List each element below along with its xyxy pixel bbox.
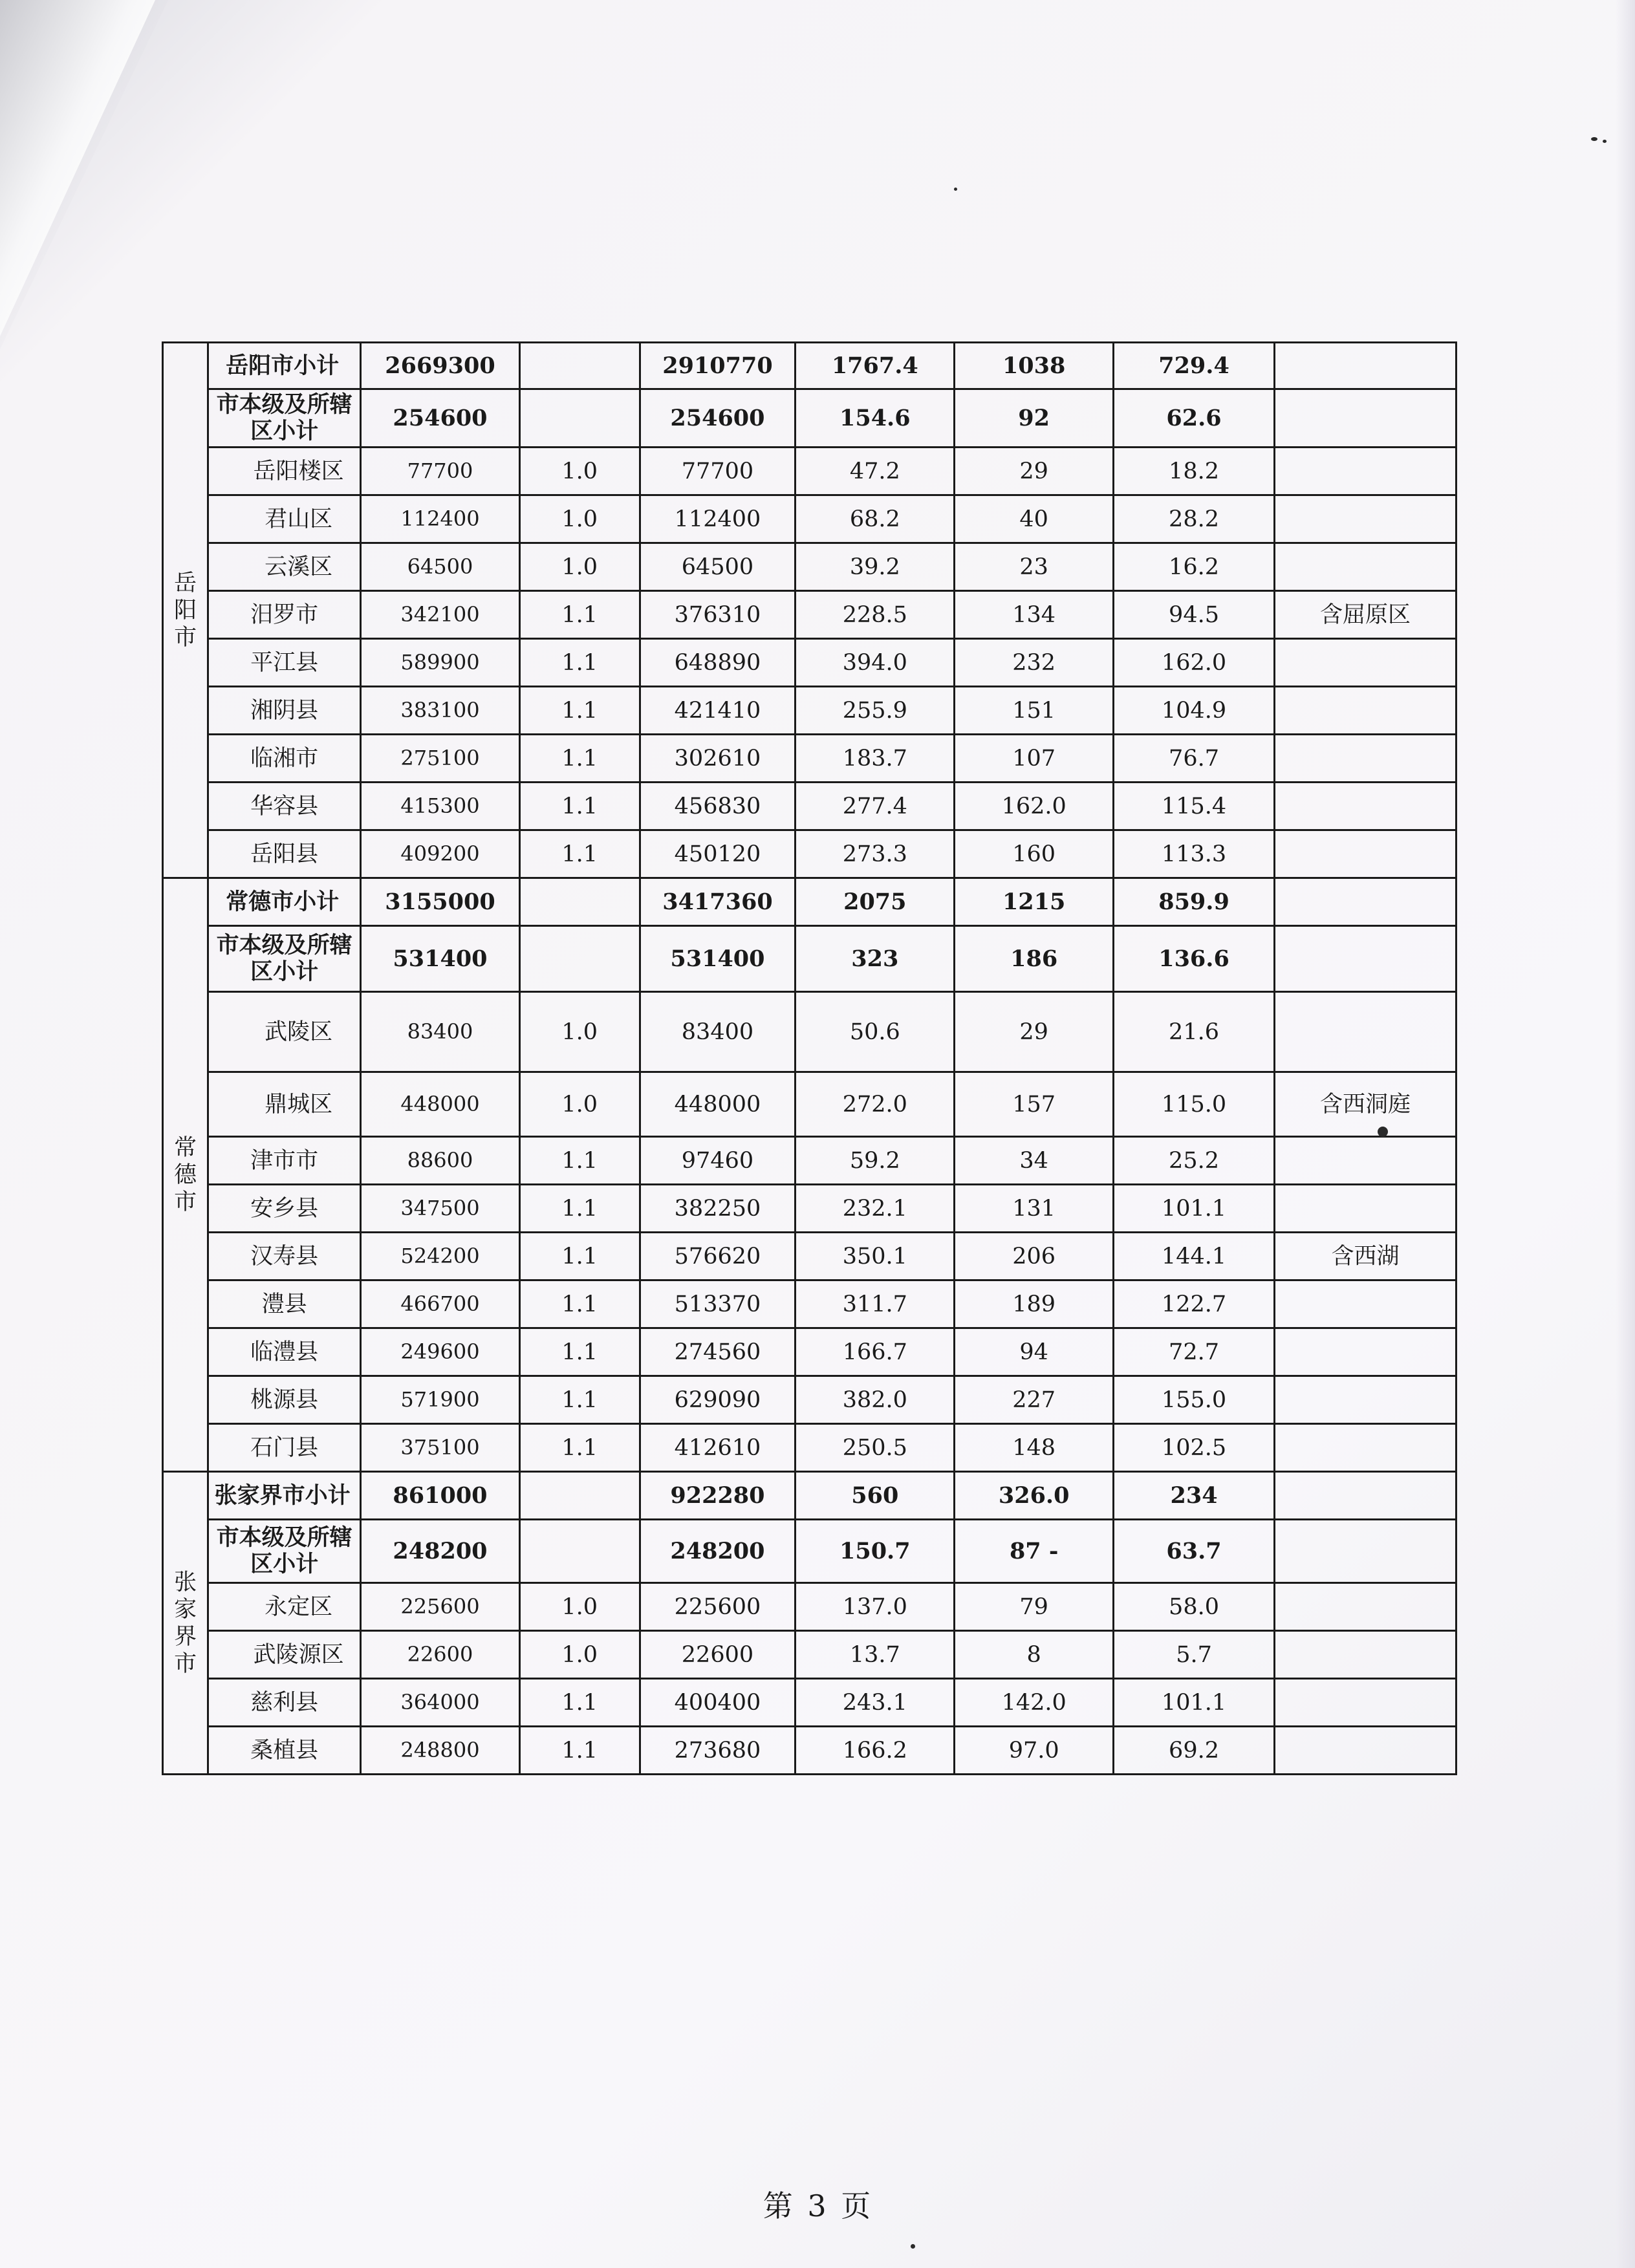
- cell-c5: 206: [955, 1233, 1114, 1280]
- note-cell: 含西洞庭: [1274, 1072, 1456, 1137]
- cell-c5: 40: [955, 495, 1114, 543]
- cell-c4: 272.0: [796, 1072, 955, 1137]
- cell-c6: 102.5: [1114, 1424, 1275, 1472]
- cell-c6: 113.3: [1114, 830, 1275, 878]
- cell-c3: 302610: [640, 735, 796, 783]
- cell-c1: 571900: [361, 1376, 520, 1424]
- cell-c2: 1.1: [519, 1328, 640, 1376]
- cell-c4: 250.5: [796, 1424, 955, 1472]
- cell-c6: 28.2: [1114, 495, 1275, 543]
- cell-c5: 186: [955, 926, 1114, 992]
- cell-c4: 243.1: [796, 1679, 955, 1727]
- note-cell: [1274, 1583, 1456, 1631]
- cell-c3: 376310: [640, 591, 796, 639]
- note-cell: [1274, 343, 1456, 389]
- cell-c2: 1.0: [519, 448, 640, 495]
- table-row: [163, 926, 1456, 992]
- table-row: [163, 878, 1456, 926]
- region-name: 华容县: [208, 783, 361, 830]
- cell-c3: 576620: [640, 1233, 796, 1280]
- cell-c4: 232.1: [796, 1185, 955, 1233]
- cell-c3: 412610: [640, 1424, 796, 1472]
- region-name: 永定区: [208, 1583, 361, 1631]
- cell-c1: 383100: [361, 687, 520, 735]
- table-row: [163, 1233, 1456, 1280]
- cell-c6: 18.2: [1114, 448, 1275, 495]
- cell-c3: 254600: [640, 389, 796, 448]
- cell-c4: 154.6: [796, 389, 955, 448]
- cell-c5: 107: [955, 735, 1114, 783]
- cell-c6: 115.4: [1114, 783, 1275, 830]
- cell-c5: 134: [955, 591, 1114, 639]
- cell-c2: 1.1: [519, 1679, 640, 1727]
- cell-c6: 21.6: [1114, 992, 1275, 1072]
- table-row: [163, 1631, 1456, 1679]
- cell-c6: 16.2: [1114, 543, 1275, 591]
- cell-c6: 62.6: [1114, 389, 1275, 448]
- cell-c2: 1.1: [519, 687, 640, 735]
- cell-c4: 13.7: [796, 1631, 955, 1679]
- cell-c3: 629090: [640, 1376, 796, 1424]
- table-row: [163, 1520, 1456, 1583]
- cell-c5: 142.0: [955, 1679, 1114, 1727]
- cell-c1: 248200: [361, 1520, 520, 1583]
- note-cell: [1274, 1727, 1456, 1775]
- cell-c1: 88600: [361, 1137, 520, 1185]
- table-row: [163, 495, 1456, 543]
- scan-speck: [1378, 1127, 1388, 1137]
- note-cell: 含西湖: [1274, 1233, 1456, 1280]
- table-row: [163, 1328, 1456, 1376]
- cell-c2: [519, 926, 640, 992]
- cell-c2: [519, 878, 640, 926]
- cell-c6: 63.7: [1114, 1520, 1275, 1583]
- cell-c3: 922280: [640, 1472, 796, 1520]
- scan-speck: [1603, 140, 1607, 143]
- cell-c3: 274560: [640, 1328, 796, 1376]
- note-cell: [1274, 543, 1456, 591]
- cell-c1: 342100: [361, 591, 520, 639]
- cell-c5: 160: [955, 830, 1114, 878]
- note-cell: [1274, 1520, 1456, 1583]
- cell-c6: 144.1: [1114, 1233, 1275, 1280]
- cell-c4: 1767.4: [796, 343, 955, 389]
- table-row: [163, 1185, 1456, 1233]
- cell-c1: 347500: [361, 1185, 520, 1233]
- cell-c3: 648890: [640, 639, 796, 687]
- region-name: 临湘市: [208, 735, 361, 783]
- scan-speck: [1591, 137, 1597, 141]
- region-name: 岳阳市小计: [208, 343, 361, 389]
- cell-c6: 122.7: [1114, 1280, 1275, 1328]
- table-row: [163, 1137, 1456, 1185]
- cell-c5: 232: [955, 639, 1114, 687]
- cell-c6: 115.0: [1114, 1072, 1275, 1137]
- cell-c1: 531400: [361, 926, 520, 992]
- cell-c2: 1.0: [519, 992, 640, 1072]
- cell-c6: 162.0: [1114, 639, 1275, 687]
- cell-c5: 97.0: [955, 1727, 1114, 1775]
- cell-c3: 22600: [640, 1631, 796, 1679]
- cell-c6: 234: [1114, 1472, 1275, 1520]
- table-row: [163, 1583, 1456, 1631]
- cell-c4: 68.2: [796, 495, 955, 543]
- table-row: [163, 543, 1456, 591]
- table-row: [163, 830, 1456, 878]
- cell-c5: 29: [955, 992, 1114, 1072]
- cell-c1: 22600: [361, 1631, 520, 1679]
- cell-c1: 112400: [361, 495, 520, 543]
- region-name: 张家界市小计: [208, 1472, 361, 1520]
- cell-c3: 97460: [640, 1137, 796, 1185]
- scan-speck: [954, 188, 957, 191]
- cell-c3: 77700: [640, 448, 796, 495]
- cell-c5: 23: [955, 543, 1114, 591]
- region-name: 汨罗市: [208, 591, 361, 639]
- note-cell: [1274, 687, 1456, 735]
- cell-c1: 415300: [361, 783, 520, 830]
- cell-c3: 2910770: [640, 343, 796, 389]
- cell-c4: 323: [796, 926, 955, 992]
- cell-c3: 83400: [640, 992, 796, 1072]
- cell-c3: 112400: [640, 495, 796, 543]
- cell-c3: 225600: [640, 1583, 796, 1631]
- cell-c3: 450120: [640, 830, 796, 878]
- region-name: 临澧县: [208, 1328, 361, 1376]
- region-name: 市本级及所辖区小计: [208, 389, 361, 448]
- page-number: 第 3 页: [763, 2188, 874, 2223]
- table-body: [163, 343, 1456, 1775]
- region-name: 津市市: [208, 1137, 361, 1185]
- cell-c2: [519, 1472, 640, 1520]
- region-name: 武陵源区: [208, 1631, 361, 1679]
- cell-c6: 859.9: [1114, 878, 1275, 926]
- note-cell: [1274, 1185, 1456, 1233]
- table-row: [163, 992, 1456, 1072]
- cell-c4: 137.0: [796, 1583, 955, 1631]
- region-name: 常德市小计: [208, 878, 361, 926]
- cell-c6: 72.7: [1114, 1328, 1275, 1376]
- note-cell: [1274, 1424, 1456, 1472]
- table-row: [163, 1424, 1456, 1472]
- cell-c4: 350.1: [796, 1233, 955, 1280]
- region-name: 云溪区: [208, 543, 361, 591]
- cell-c4: 2075: [796, 878, 955, 926]
- table-row: [163, 1072, 1456, 1137]
- cell-c2: 1.1: [519, 830, 640, 878]
- paper-edge-shadow: [1616, 0, 1635, 2268]
- cell-c4: 311.7: [796, 1280, 955, 1328]
- note-cell: [1274, 1472, 1456, 1520]
- cell-c5: 1038: [955, 343, 1114, 389]
- cell-c2: 1.1: [519, 1376, 640, 1424]
- region-name: 慈利县: [208, 1679, 361, 1727]
- note-cell: [1274, 926, 1456, 992]
- cell-c3: 64500: [640, 543, 796, 591]
- cell-c2: 1.0: [519, 1072, 640, 1137]
- cell-c2: 1.1: [519, 1280, 640, 1328]
- table-row: [163, 783, 1456, 830]
- table-row: [163, 591, 1456, 639]
- city-label: 岳 阳 市: [163, 343, 208, 878]
- region-name: 平江县: [208, 639, 361, 687]
- cell-c4: 560: [796, 1472, 955, 1520]
- cell-c3: 248200: [640, 1520, 796, 1583]
- cell-c4: 166.2: [796, 1727, 955, 1775]
- table-row: [163, 687, 1456, 735]
- note-cell: [1274, 448, 1456, 495]
- table-row: [163, 389, 1456, 448]
- cell-c1: 248800: [361, 1727, 520, 1775]
- note-cell: [1274, 1280, 1456, 1328]
- table-row: [163, 735, 1456, 783]
- cell-c1: 254600: [361, 389, 520, 448]
- cell-c4: 47.2: [796, 448, 955, 495]
- cell-c6: 58.0: [1114, 1583, 1275, 1631]
- cell-c5: 227: [955, 1376, 1114, 1424]
- cell-c6: 136.6: [1114, 926, 1275, 992]
- cell-c4: 228.5: [796, 591, 955, 639]
- cell-c1: 364000: [361, 1679, 520, 1727]
- cell-c4: 150.7: [796, 1520, 955, 1583]
- cell-c2: [519, 343, 640, 389]
- cell-c3: 273680: [640, 1727, 796, 1775]
- cell-c1: 466700: [361, 1280, 520, 1328]
- cell-c1: 249600: [361, 1328, 520, 1376]
- cell-c4: 394.0: [796, 639, 955, 687]
- note-cell: [1274, 389, 1456, 448]
- cell-c5: 87 -: [955, 1520, 1114, 1583]
- note-cell: [1274, 1631, 1456, 1679]
- region-name: 君山区: [208, 495, 361, 543]
- cell-c3: 400400: [640, 1679, 796, 1727]
- cell-c3: 456830: [640, 783, 796, 830]
- cell-c5: 326.0: [955, 1472, 1114, 1520]
- cell-c1: 2669300: [361, 343, 520, 389]
- cell-c4: 59.2: [796, 1137, 955, 1185]
- cell-c1: 589900: [361, 639, 520, 687]
- note-cell: [1274, 830, 1456, 878]
- cell-c5: 162.0: [955, 783, 1114, 830]
- cell-c4: 50.6: [796, 992, 955, 1072]
- cell-c2: 1.0: [519, 543, 640, 591]
- cell-c2: 1.0: [519, 1631, 640, 1679]
- cell-c5: 29: [955, 448, 1114, 495]
- cell-c3: 531400: [640, 926, 796, 992]
- cell-c1: 77700: [361, 448, 520, 495]
- cell-c2: 1.1: [519, 639, 640, 687]
- cell-c4: 255.9: [796, 687, 955, 735]
- note-cell: 含屈原区: [1274, 591, 1456, 639]
- cell-c2: 1.0: [519, 495, 640, 543]
- region-name: 澧县: [208, 1280, 361, 1328]
- table-row: [163, 1280, 1456, 1328]
- table-row: [163, 639, 1456, 687]
- cell-c6: 155.0: [1114, 1376, 1275, 1424]
- region-name: 岳阳县: [208, 830, 361, 878]
- note-cell: [1274, 735, 1456, 783]
- region-name: 石门县: [208, 1424, 361, 1472]
- cell-c6: 94.5: [1114, 591, 1275, 639]
- cell-c5: 92: [955, 389, 1114, 448]
- table-row: [163, 1727, 1456, 1775]
- cell-c1: 83400: [361, 992, 520, 1072]
- cell-c4: 166.7: [796, 1328, 955, 1376]
- scan-speck: [911, 2244, 915, 2249]
- table-row: [163, 343, 1456, 389]
- table-row: [163, 1376, 1456, 1424]
- region-name: 桃源县: [208, 1376, 361, 1424]
- cell-c5: 131: [955, 1185, 1114, 1233]
- table-row: [163, 448, 1456, 495]
- cell-c2: 1.1: [519, 1185, 640, 1233]
- region-name: 汉寿县: [208, 1233, 361, 1280]
- cell-c4: 183.7: [796, 735, 955, 783]
- cell-c5: 34: [955, 1137, 1114, 1185]
- cell-c1: 3155000: [361, 878, 520, 926]
- region-name: 安乡县: [208, 1185, 361, 1233]
- cell-c5: 189: [955, 1280, 1114, 1328]
- note-cell: [1274, 992, 1456, 1072]
- cell-c4: 273.3: [796, 830, 955, 878]
- region-name: 武陵区: [208, 992, 361, 1072]
- note-cell: [1274, 639, 1456, 687]
- city-label: 常 德 市: [163, 878, 208, 1472]
- table-row: [163, 1472, 1456, 1520]
- cell-c2: [519, 389, 640, 448]
- cell-c1: 524200: [361, 1233, 520, 1280]
- cell-c5: 8: [955, 1631, 1114, 1679]
- note-cell: [1274, 878, 1456, 926]
- region-name: 湘阴县: [208, 687, 361, 735]
- city-label: 张 家 界 市: [163, 1472, 208, 1775]
- region-name: 鼎城区: [208, 1072, 361, 1137]
- cell-c2: 1.1: [519, 735, 640, 783]
- cell-c2: 1.1: [519, 1727, 640, 1775]
- cell-c1: 375100: [361, 1424, 520, 1472]
- table-row: [163, 1679, 1456, 1727]
- cell-c1: 64500: [361, 543, 520, 591]
- cell-c6: 5.7: [1114, 1631, 1275, 1679]
- cell-c1: 225600: [361, 1583, 520, 1631]
- note-cell: [1274, 495, 1456, 543]
- cell-c2: 1.1: [519, 1233, 640, 1280]
- region-name: 市本级及所辖区小计: [208, 1520, 361, 1583]
- cell-c6: 104.9: [1114, 687, 1275, 735]
- cell-c5: 157: [955, 1072, 1114, 1137]
- cell-c6: 25.2: [1114, 1137, 1275, 1185]
- cell-c1: 409200: [361, 830, 520, 878]
- cell-c2: [519, 1520, 640, 1583]
- cell-c3: 3417360: [640, 878, 796, 926]
- cell-c2: 1.1: [519, 1424, 640, 1472]
- note-cell: [1274, 1137, 1456, 1185]
- region-name: 岳阳楼区: [208, 448, 361, 495]
- cell-c2: 1.1: [519, 783, 640, 830]
- cell-c6: 729.4: [1114, 343, 1275, 389]
- cell-c3: 421410: [640, 687, 796, 735]
- cell-c6: 76.7: [1114, 735, 1275, 783]
- region-name: 市本级及所辖区小计: [208, 926, 361, 992]
- cell-c2: 1.0: [519, 1583, 640, 1631]
- cell-c4: 39.2: [796, 543, 955, 591]
- cell-c4: 277.4: [796, 783, 955, 830]
- cell-c4: 382.0: [796, 1376, 955, 1424]
- cell-c2: 1.1: [519, 591, 640, 639]
- cell-c2: 1.1: [519, 1137, 640, 1185]
- cell-c5: 148: [955, 1424, 1114, 1472]
- cell-c6: 69.2: [1114, 1727, 1275, 1775]
- cell-c1: 448000: [361, 1072, 520, 1137]
- cell-c3: 513370: [640, 1280, 796, 1328]
- cell-c3: 382250: [640, 1185, 796, 1233]
- cell-c5: 94: [955, 1328, 1114, 1376]
- note-cell: [1274, 783, 1456, 830]
- note-cell: [1274, 1328, 1456, 1376]
- cell-c6: 101.1: [1114, 1679, 1275, 1727]
- cell-c5: 151: [955, 687, 1114, 735]
- note-cell: [1274, 1376, 1456, 1424]
- cell-c5: 1215: [955, 878, 1114, 926]
- note-cell: [1274, 1679, 1456, 1727]
- allocation-table: [162, 341, 1457, 1775]
- region-name: 桑植县: [208, 1727, 361, 1775]
- cell-c1: 275100: [361, 735, 520, 783]
- cell-c1: 861000: [361, 1472, 520, 1520]
- cell-c6: 101.1: [1114, 1185, 1275, 1233]
- cell-c5: 79: [955, 1583, 1114, 1631]
- cell-c3: 448000: [640, 1072, 796, 1137]
